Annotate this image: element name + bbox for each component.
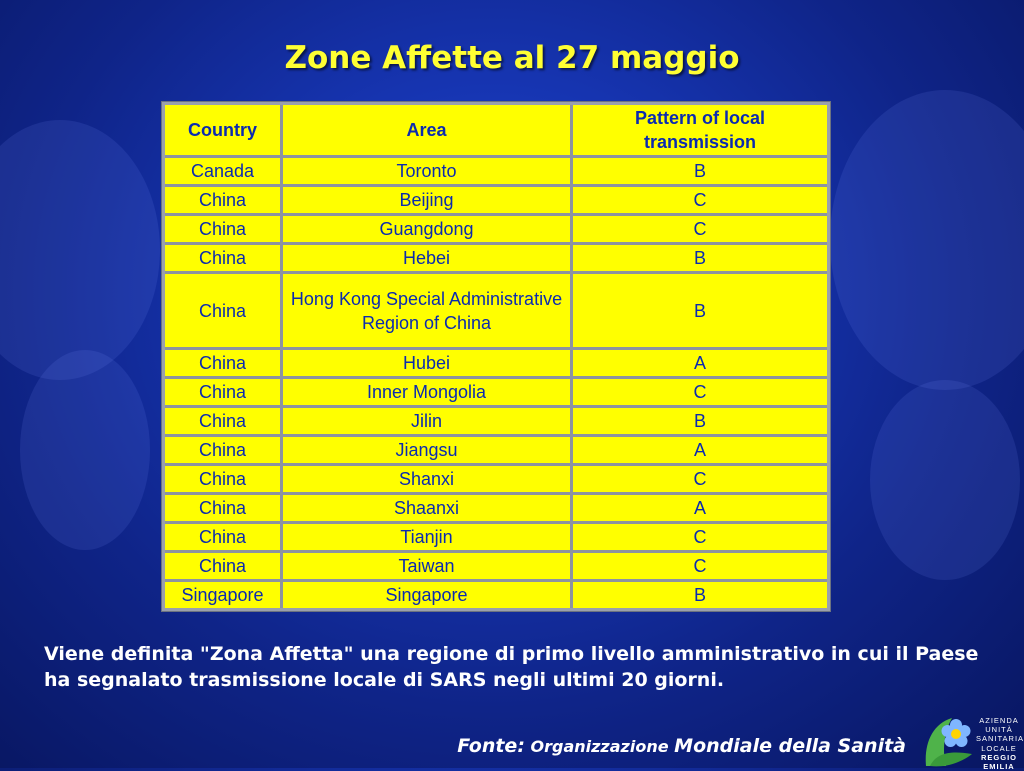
pattern-cell: A — [573, 495, 827, 524]
area-cell: Guangdong — [283, 216, 573, 245]
pattern-cell: C — [573, 553, 827, 582]
logo-line-1: AZIENDA — [979, 716, 1019, 725]
country-cell: China — [165, 187, 283, 216]
source-org-part1: Organizzazione — [530, 737, 669, 756]
table-header-row — [165, 105, 827, 158]
table-body — [165, 158, 827, 608]
country-cell: China — [165, 216, 283, 245]
pattern-cell: C — [573, 379, 827, 408]
logo-line-4: LOCALE — [981, 743, 1017, 753]
logo-line-2: UNITÀ — [985, 725, 1013, 735]
country-cell: Canada — [165, 158, 283, 187]
country-cell: China — [165, 245, 283, 274]
pattern-cell: A — [573, 350, 827, 379]
country-cell: China — [165, 350, 283, 379]
area-cell: Shaanxi — [283, 495, 573, 524]
area-cell: Singapore — [283, 582, 573, 608]
table-row — [165, 553, 827, 582]
table-row — [165, 582, 827, 608]
header-area: Area — [283, 105, 573, 158]
pattern-cell: C — [573, 216, 827, 245]
source-label: Fonte: — [457, 735, 525, 757]
area-cell: Toronto — [283, 158, 573, 187]
area-cell: Hong Kong Special Administrative Region of China — [283, 274, 573, 350]
source-citation — [457, 735, 906, 757]
pattern-cell: B — [573, 582, 827, 608]
pattern-cell: B — [573, 408, 827, 437]
pattern-cell: B — [573, 158, 827, 187]
pattern-cell: C — [573, 466, 827, 495]
table-row — [165, 379, 827, 408]
table-row — [165, 245, 827, 274]
table-row — [165, 187, 827, 216]
table-row — [165, 524, 827, 553]
table-row — [165, 437, 827, 466]
area-cell: Beijing — [283, 187, 573, 216]
flower-leaf-logo-icon — [922, 714, 974, 768]
table-row — [165, 216, 827, 245]
area-cell: Jiangsu — [283, 437, 573, 466]
country-cell: China — [165, 379, 283, 408]
pattern-cell: B — [573, 274, 827, 350]
country-cell: China — [165, 553, 283, 582]
header-pattern: Pattern of local transmission — [573, 105, 827, 158]
country-cell: China — [165, 408, 283, 437]
logo-text — [976, 716, 1022, 771]
area-cell: Jilin — [283, 408, 573, 437]
pattern-cell: C — [573, 524, 827, 553]
header-country: Country — [165, 105, 283, 158]
country-cell: Singapore — [165, 582, 283, 608]
country-cell: China — [165, 437, 283, 466]
area-cell: Tianjin — [283, 524, 573, 553]
area-cell: Hebei — [283, 245, 573, 274]
area-cell: Hubei — [283, 350, 573, 379]
country-cell: China — [165, 274, 283, 350]
source-org-part2: Mondiale della Sanità — [674, 735, 906, 757]
pattern-cell: C — [573, 187, 827, 216]
area-cell: Shanxi — [283, 466, 573, 495]
affected-areas-table — [165, 105, 827, 608]
logo-line-3: SANITARIA — [976, 734, 1024, 744]
definition-note: Viene definita "Zona Affetta" una regione di primo livello amministrativo in cui il Paese ha segnalato trasmissione locale di SARS negli ultimi 20 giorni. — [44, 643, 979, 691]
logo-line-5: REGGIO — [980, 752, 1017, 762]
country-cell: China — [165, 495, 283, 524]
pattern-cell: B — [573, 245, 827, 274]
area-cell: Taiwan — [283, 553, 573, 582]
table-row — [165, 158, 827, 187]
country-cell: China — [165, 524, 283, 553]
table-row — [165, 274, 827, 350]
table-row — [165, 466, 827, 495]
affected-areas-table-frame — [161, 101, 831, 612]
area-cell: Inner Mongolia — [283, 379, 573, 408]
country-cell: China — [165, 466, 283, 495]
table-row — [165, 495, 827, 524]
slide-title: Zone Affette al 27 maggio — [284, 40, 740, 76]
ausl-logo — [922, 712, 1024, 771]
pattern-cell: A — [573, 437, 827, 466]
table-row — [165, 350, 827, 379]
logo-line-6: EMILIA — [983, 762, 1015, 771]
table-row — [165, 408, 827, 437]
